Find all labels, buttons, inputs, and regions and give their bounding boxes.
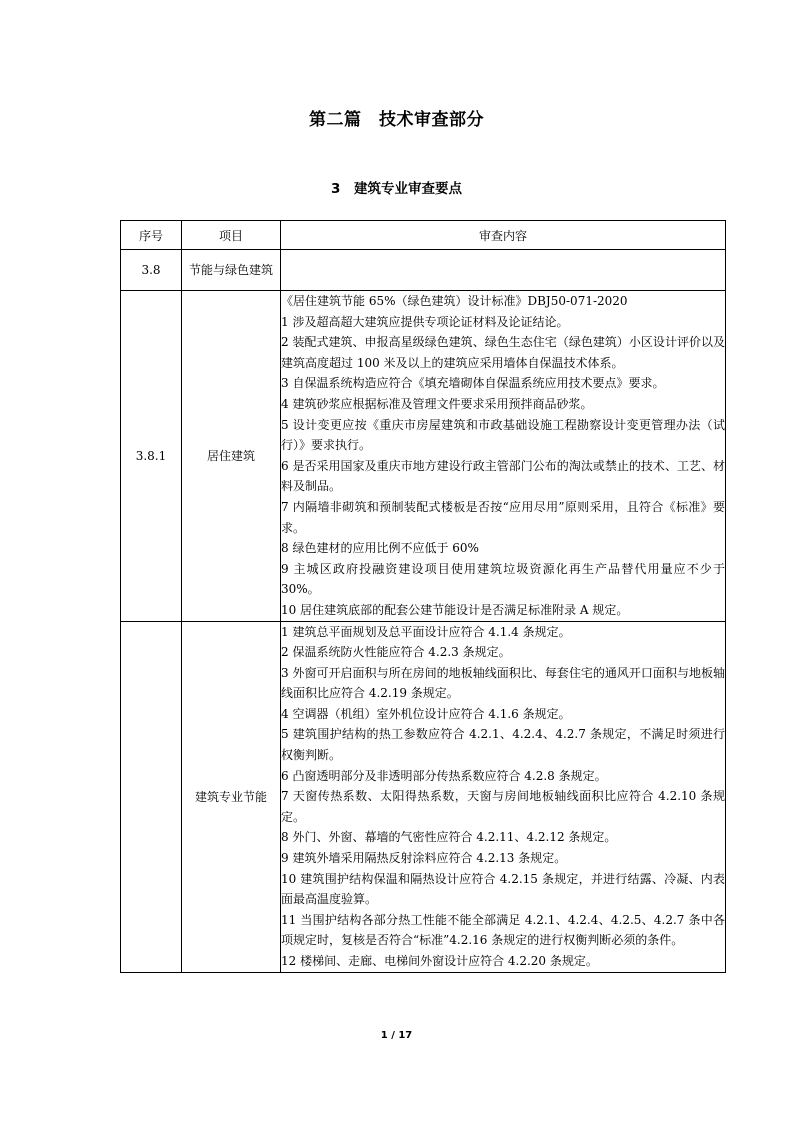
content-line: 10 居住建筑底部的配套公建节能设计是否满足标准附录 A 规定。	[281, 602, 629, 617]
header-no: 序号	[121, 221, 182, 250]
content-line: 5 设计变更应按《重庆市房屋建筑和市政基础设施工程勘察设计变更管理办法（试行）》要求执行。	[281, 417, 725, 453]
row-no: 3.8	[121, 250, 182, 291]
row-item: 节能与绿色建筑	[182, 250, 281, 291]
content-line: 9 主城区政府投融资建设项目使用建筑垃圾资源化再生产品替代用量应不少于 30%。	[281, 561, 725, 597]
content-line: 8 绿色建材的应用比例不应低于 60%	[281, 541, 479, 556]
table-row	[121, 621, 726, 972]
content-line: 12 楼梯间、走廊、电梯间外窗设计应符合 4.2.20 条规定。	[281, 954, 598, 968]
row-no: 3.8.1	[121, 291, 182, 622]
content-line: 3 自保温系统构造应符合《填充墙砌体自保温系统应用技术要点》要求。	[281, 376, 665, 391]
content-line: 7 内隔墙非砌筑和预制装配式楼板是否按“应用尽用”原则采用，且符合《标准》要求。	[281, 499, 725, 535]
content-line: 2 保温系统防火性能应符合 4.2.3 条规定。	[281, 645, 511, 660]
content-line: 2 装配式建筑、申报高星级绿色建筑、绿色生态住宅（绿色建筑）小区设计评价以及建筑高度超过 100 米及以上的建筑应采用墙体自保温技术体系。	[281, 335, 725, 370]
content-line: 《居住建筑节能 65%（绿色建筑）设计标准》DBJ50-071-2020	[281, 294, 628, 308]
content-line: 8 外门、外窗、幕墙的气密性应符合 4.2.11、4.2.12 条规定。	[281, 830, 617, 845]
review-table	[120, 220, 726, 973]
content-line: 6 凸窗透明部分及非透明部分传热系数应符合 4.2.8 条规定。	[281, 768, 607, 783]
content-line: 3 外窗可开启面积与所在房间的地板轴线面积比、每套住宅的通风开口面积与地板轴线面积比应符合 4.2.19 条规定。	[281, 665, 725, 701]
row-content	[281, 291, 726, 622]
content-line: 6 是否采用国家及重庆市地方建设行政主管部门公布的淘汰或禁止的技术、工艺、材料及制品。	[281, 458, 725, 494]
row-item: 居住建筑	[182, 291, 281, 622]
content-line: 4 建筑砂浆应根据标准及管理文件要求采用预拌商品砂浆。	[281, 396, 593, 411]
content-line: 9 建筑外墙采用隔热反射涂料应符合 4.2.13 条规定。	[281, 851, 567, 866]
content-line: 7 天窗传热系数、太阳得热系数，天窗与房间地板轴线面积比应符合 4.2.10 条规定。	[281, 789, 725, 824]
row-content	[281, 621, 726, 972]
content-line: 5 建筑围护结构的热工参数应符合 4.2.1、4.2.4、4.2.7 条规定，不满足时须进行权衡判断。	[281, 727, 725, 763]
table-row	[121, 291, 726, 622]
content-line: 1 建筑总平面规划及总平面设计应符合 4.1.4 条规定。	[281, 624, 571, 639]
row-content	[281, 250, 726, 291]
header-item: 项目	[182, 221, 281, 250]
content-line: 1 涉及超高超大建筑应提供专项论证材料及论证结论。	[281, 314, 569, 329]
page-number: 1 / 17	[380, 1030, 413, 1041]
content-line: 11 当围护结构各部分热工性能不能全部满足 4.2.1、4.2.4、4.2.5、4.2.7 条中各项规定时，复核是否符合“标准”4.2.16 条规定的进行权衡判断必须的条件。	[281, 912, 725, 948]
row-item: 建筑专业节能	[182, 621, 281, 972]
table-row	[121, 250, 726, 291]
header-content: 审查内容	[281, 221, 726, 250]
page-title: 第二篇 技术审查部分	[309, 110, 484, 130]
content-line: 10 建筑围护结构保温和隔热设计应符合 4.2.15 条规定，并进行结露、冷凝、内表面最高温度验算。	[281, 871, 725, 907]
row-no	[121, 621, 182, 972]
table-header-row	[121, 221, 726, 250]
content-line: 4 空调器（机组）室外机位设计应符合 4.1.6 条规定。	[281, 706, 571, 721]
section-heading: 3 建筑专业审查要点	[331, 181, 462, 197]
